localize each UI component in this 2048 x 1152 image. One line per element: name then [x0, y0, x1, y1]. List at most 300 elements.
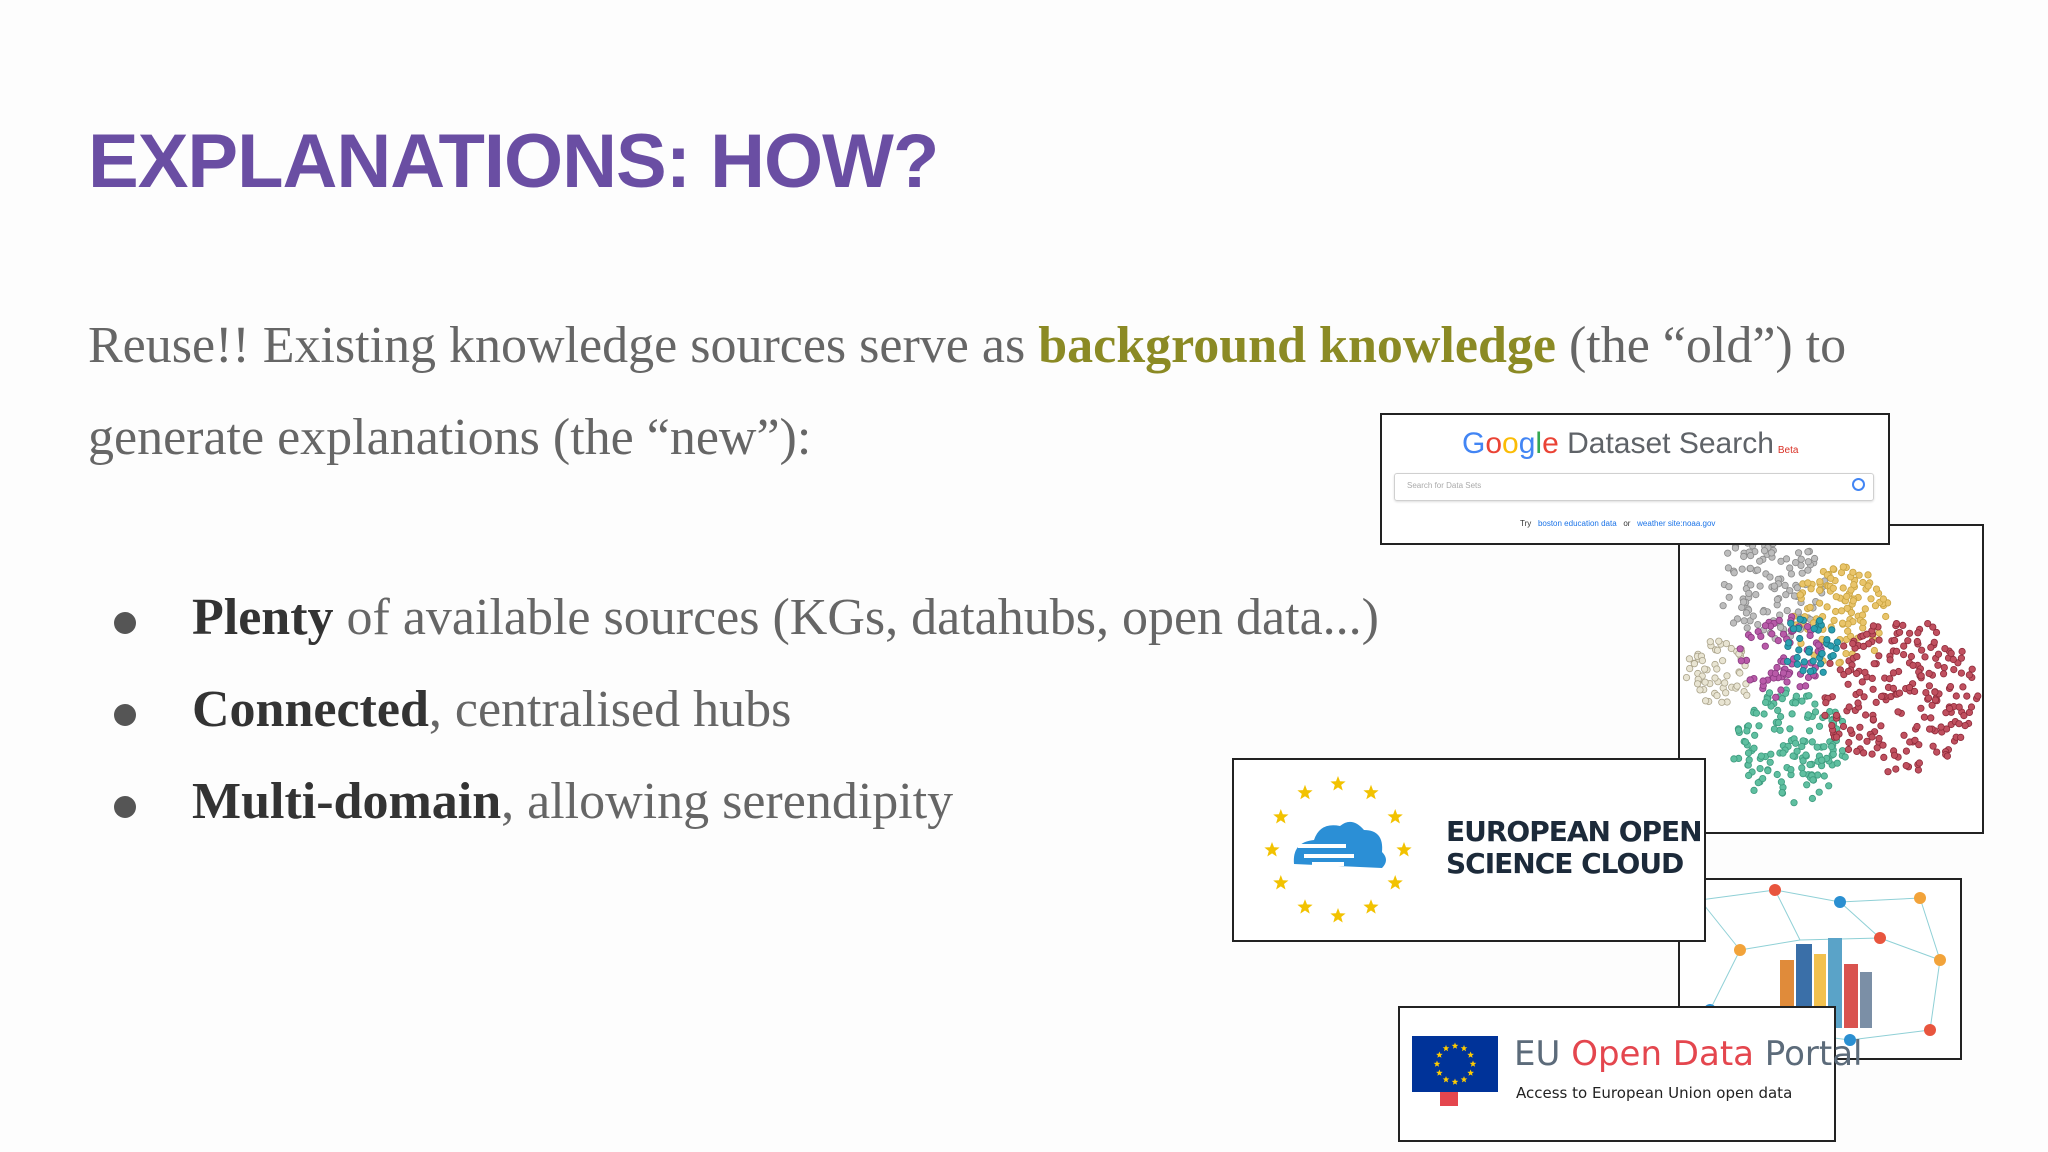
graph-node: [1771, 726, 1777, 732]
graph-node: [1687, 665, 1693, 671]
graph-node: [1838, 608, 1844, 614]
graph-node: [1925, 620, 1931, 626]
speech-bubble-tail: [1440, 1092, 1458, 1106]
graph-node: [1829, 722, 1835, 728]
star-icon: [1273, 809, 1288, 824]
bullet-bold: Multi-domain: [192, 773, 502, 830]
graph-node: [1853, 670, 1859, 676]
graph-node: [1947, 683, 1953, 689]
graph-node: [1878, 723, 1884, 729]
graph-node: [1800, 771, 1806, 777]
graph-node: [1821, 773, 1827, 779]
graph-node: [1804, 782, 1810, 788]
graph-node: [1820, 669, 1826, 675]
graph-node: [1809, 739, 1815, 745]
graph-node: [1801, 659, 1807, 665]
graph-node: [1824, 604, 1830, 610]
star-icon: [1434, 1061, 1441, 1067]
graph-node: [1800, 667, 1806, 673]
graph-node: [1958, 655, 1964, 661]
eu-stars-cloud-icon: [1234, 760, 1434, 940]
graph-node: [1754, 567, 1760, 573]
graph-node: [1938, 724, 1944, 730]
graph-node: [1833, 712, 1839, 718]
graph-node: [1918, 647, 1924, 653]
graph-node: [1795, 550, 1801, 556]
graph-node: [1821, 744, 1827, 750]
graph-node: [1916, 742, 1922, 748]
graph-node: [1756, 723, 1762, 729]
graph-node: [1744, 625, 1750, 631]
star-icon: [1443, 1045, 1450, 1051]
graph-node: [1786, 640, 1792, 646]
graph-node: [1787, 565, 1793, 571]
graph-node: [1807, 604, 1813, 610]
graph-node: [1723, 640, 1729, 646]
graph-node: [1845, 746, 1851, 752]
graph-node: [1830, 566, 1836, 572]
graph-node: [1714, 692, 1720, 698]
graph-node: [1817, 618, 1823, 624]
graph-node: [1739, 566, 1745, 572]
graph-node: [1959, 648, 1965, 654]
graph-node: [1774, 771, 1780, 777]
graph-node: [1873, 699, 1879, 705]
graph-node: [1757, 765, 1763, 771]
graph-node: [1931, 639, 1937, 645]
star-icon: [1297, 899, 1312, 913]
graph-node: [1816, 723, 1822, 729]
graph-node: [1827, 660, 1833, 666]
graph-node: [1871, 661, 1877, 667]
graph-node: [1906, 684, 1912, 690]
graph-node: [1819, 757, 1825, 763]
graph-node: [1719, 658, 1725, 664]
search-suggestions: Try boston education data or weather site:noaa.gov: [1520, 519, 1716, 528]
graph-node: [1856, 689, 1862, 695]
graph-node: [1731, 570, 1737, 576]
graph-node: [1751, 745, 1757, 751]
graph-node: [1860, 619, 1866, 625]
graph-node: [1750, 613, 1756, 619]
graph-node: [1871, 647, 1877, 653]
graph-node: [1747, 552, 1753, 558]
graph-node: [1890, 685, 1896, 691]
graph-node: [1850, 569, 1856, 575]
graph-node: [1966, 672, 1972, 678]
graph-node: [1716, 638, 1722, 644]
graph-node: [1784, 658, 1790, 664]
eu-flag-icon: [1412, 1036, 1498, 1092]
graph-node: [1958, 734, 1964, 740]
bullet-dot-icon: [114, 796, 136, 818]
graph-node: [1797, 635, 1803, 641]
graph-node: [1830, 652, 1836, 658]
graph-node: [1792, 700, 1798, 706]
graph-node: [1814, 744, 1820, 750]
graph-node: [1769, 631, 1775, 637]
graph-node: [1794, 654, 1800, 660]
graph-node: [1905, 638, 1911, 644]
graph-node: [1855, 700, 1861, 706]
graph-node: [1744, 692, 1750, 698]
bullet-list: [110, 572, 1379, 848]
graph-node: [1726, 584, 1732, 590]
slide-title: EXPLANATIONS: HOW?: [88, 119, 939, 204]
graph-node: [1740, 599, 1746, 605]
eu-open-data-portal-image: [1398, 1006, 1863, 1142]
graph-node: [1780, 750, 1786, 756]
graph-node: [1900, 651, 1906, 657]
graph-node: [1903, 748, 1909, 754]
graph-node: [1942, 645, 1948, 651]
graph-node: [1833, 594, 1839, 600]
intro-text-before: Reuse!! Existing knowledge sources serve as: [88, 317, 1039, 374]
graph-node: [1822, 712, 1828, 718]
bullet-text: , allowing serendipity: [501, 773, 954, 830]
knowledge-graph-image: [1678, 524, 1984, 834]
graph-node: [1840, 564, 1846, 570]
graph-node: [1840, 723, 1846, 729]
graph-node: [1776, 617, 1782, 623]
graph-node: [1896, 690, 1902, 696]
graph-node: [1845, 668, 1851, 674]
graph-node: [1823, 700, 1829, 706]
graph-node: [1893, 648, 1899, 654]
graph-node: [1788, 766, 1794, 772]
graph-node: [1780, 670, 1786, 676]
graph-node: [1816, 600, 1822, 606]
graph-node: [1839, 748, 1845, 754]
graph-node: [1956, 721, 1962, 727]
graph-node: [1935, 651, 1941, 657]
graph-node: [1815, 642, 1821, 648]
graph-node: [1767, 759, 1773, 765]
graph-node: [1762, 623, 1768, 629]
graph-node: [1946, 705, 1952, 711]
star-icon: [1470, 1061, 1477, 1067]
graph-node: [1962, 722, 1968, 728]
graph-node: [1850, 598, 1856, 604]
graph-node: [1900, 622, 1906, 628]
bullet-text: , centralised hubs: [428, 681, 792, 738]
graph-node: [1893, 620, 1899, 626]
star-icon: [1330, 908, 1345, 923]
graph-node: [1774, 664, 1780, 670]
graph-node: [1757, 583, 1763, 589]
graph-node: [1747, 677, 1753, 683]
portal-subtitle: Access to European Union open data: [1516, 1084, 1793, 1102]
graph-node: [1958, 670, 1964, 676]
graph-node: [1773, 694, 1779, 700]
graph-node: [1828, 643, 1834, 649]
graph-node: [1793, 693, 1799, 699]
star-icon: [1452, 1043, 1459, 1049]
graph-node: [1719, 699, 1725, 705]
graph-node: [1778, 687, 1784, 693]
graph-node: [1701, 666, 1707, 672]
search-placeholder: Search for Data Sets: [1407, 481, 1482, 490]
graph-node: [1872, 603, 1878, 609]
graph-node: [1829, 627, 1835, 633]
graph-node: [1746, 590, 1752, 596]
graph-node: [1950, 656, 1956, 662]
graph-node: [1854, 653, 1860, 659]
graph-node: [1857, 724, 1863, 730]
graph-node: [1775, 707, 1781, 713]
graph-node: [1873, 586, 1879, 592]
graph-node: [1783, 592, 1789, 598]
graph-node: [1921, 714, 1927, 720]
graph-node: [1878, 693, 1884, 699]
graph-node: [1941, 664, 1947, 670]
graph-node: [1746, 757, 1752, 763]
graph-node: [1757, 558, 1763, 564]
graph-node: [1842, 754, 1848, 760]
graph-node: [1862, 669, 1868, 675]
graph-node: [1714, 647, 1720, 653]
graph-node: [1761, 548, 1767, 554]
graph-node: [1876, 735, 1882, 741]
bullet-item: [110, 572, 1379, 664]
star-icon: [1461, 1076, 1468, 1082]
graph-node: [1830, 751, 1836, 757]
eosc-wordmark: EUROPEAN OPEN SCIENCE CLOUD: [1446, 815, 1702, 880]
graph-node: [1953, 693, 1959, 699]
graph-node: [1828, 743, 1834, 749]
graph-node: [1782, 582, 1788, 588]
graph-node: [1707, 639, 1713, 645]
suggestion-link: boston education data: [1537, 519, 1617, 528]
graph-node: [1694, 681, 1700, 687]
star-icon: [1297, 785, 1312, 800]
graph-node: [1737, 646, 1743, 652]
graph-node: [1807, 761, 1813, 767]
graph-node: [1926, 670, 1932, 676]
graph-node: [1760, 775, 1766, 781]
graph-node: [1876, 630, 1882, 636]
graph-node: [1885, 769, 1891, 775]
graph-node: [1794, 585, 1800, 591]
graph-node: [1777, 713, 1783, 719]
graph-node: [1832, 608, 1838, 614]
graph-node: [1691, 661, 1697, 667]
graph-node: [1735, 727, 1741, 733]
google-dataset-search-logo: Google Dataset Search Beta: [1462, 427, 1799, 460]
star-icon: [1273, 875, 1288, 890]
graph-node: [1803, 752, 1809, 758]
graph-node: [1891, 637, 1897, 643]
graph-node: [1910, 662, 1916, 668]
graph-node: [1753, 710, 1759, 716]
beta-badge: Beta: [1777, 445, 1799, 456]
star-icon: [1330, 776, 1345, 791]
graph-node: [1845, 628, 1851, 634]
graph-node: [1792, 740, 1798, 746]
graph-node: [1860, 750, 1866, 756]
graph-node: [1869, 751, 1875, 757]
graph-node: [1799, 570, 1805, 576]
graph-node: [1724, 673, 1730, 679]
star-icon: [1264, 842, 1279, 857]
graph-node: [1880, 742, 1886, 748]
graph-node: [1812, 701, 1818, 707]
graph-node: [1725, 550, 1731, 556]
graph-node: [1799, 765, 1805, 771]
graph-node: [1915, 630, 1921, 636]
graph-node: [1774, 596, 1780, 602]
graph-node: [1810, 658, 1816, 664]
star-icon: [1363, 785, 1378, 800]
graph-node: [1699, 657, 1705, 663]
graph-node: [1738, 658, 1744, 664]
graph-node: [1755, 621, 1761, 627]
graph-node: [1762, 699, 1768, 705]
graph-node: [1968, 704, 1974, 710]
graph-node: [1790, 626, 1796, 632]
graph-node: [1807, 632, 1813, 638]
graph-node: [1804, 623, 1810, 629]
graph-node: [1810, 777, 1816, 783]
graph-node: [1791, 593, 1797, 599]
graph-node: [1846, 704, 1852, 710]
graph-node: [1779, 789, 1785, 795]
graph-node: [1901, 732, 1907, 738]
graph-node: [1817, 579, 1823, 585]
graph-node: [1798, 556, 1804, 562]
bullet-dot-icon: [114, 612, 136, 634]
graph-node: [1876, 637, 1882, 643]
graph-node: [1797, 592, 1803, 598]
graph-node: [1772, 670, 1778, 676]
graph-node: [1834, 639, 1840, 645]
graph-node: [1747, 565, 1753, 571]
graph-node: [1787, 726, 1793, 732]
eosc-logo-image: [1232, 758, 1706, 942]
graph-node: [1890, 670, 1896, 676]
graph-node: [1840, 585, 1846, 591]
bullet-text: of available sources (KGs, datahubs, open data...): [333, 589, 1379, 646]
graph-node: [1906, 630, 1912, 636]
graph-node: [1799, 743, 1805, 749]
graph-node: [1914, 638, 1920, 644]
graph-node: [1732, 545, 1738, 551]
star-icon: [1467, 1070, 1474, 1076]
bullet-bold: Plenty: [192, 589, 334, 646]
network-graph-illustration: [1680, 526, 1982, 832]
star-icon: [1467, 1052, 1474, 1058]
graph-node: [1730, 620, 1736, 626]
graph-node: [1762, 643, 1768, 649]
graph-node: [1726, 594, 1732, 600]
graph-node: [1784, 679, 1790, 685]
graph-node: [1961, 712, 1967, 718]
graph-node: [1914, 723, 1920, 729]
graph-node: [1702, 679, 1708, 685]
graph-node: [1767, 574, 1773, 580]
graph-node: [1868, 596, 1874, 602]
graph-node: [1789, 711, 1795, 717]
graph-node: [1720, 603, 1726, 609]
graph-node: [1870, 716, 1876, 722]
star-icon: [1396, 842, 1411, 857]
graph-node: [1869, 675, 1875, 681]
portal-name: EU Open Data Portal: [1514, 1034, 1863, 1074]
search-icon: [1852, 478, 1865, 491]
graph-node: [1975, 693, 1981, 699]
graph-node: [1805, 580, 1811, 586]
graph-node: [1741, 618, 1747, 624]
graph-node: [1860, 643, 1866, 649]
graph-node: [1714, 666, 1720, 672]
graph-node: [1903, 762, 1909, 768]
graph-node: [1805, 549, 1811, 555]
intro-highlight: background knowledge: [1038, 317, 1556, 374]
graph-node: [1775, 720, 1781, 726]
graph-node: [1808, 586, 1814, 592]
graph-node: [1926, 726, 1932, 732]
graph-node: [1926, 683, 1932, 689]
google-dataset-search-image: [1380, 413, 1890, 545]
graph-node: [1845, 681, 1851, 687]
graph-node: [1960, 684, 1966, 690]
graph-node: [1741, 553, 1747, 559]
graph-node: [1956, 704, 1962, 710]
graph-node: [1777, 727, 1783, 733]
graph-node: [1768, 550, 1774, 556]
graph-node: [1830, 585, 1836, 591]
graph-node: [1891, 752, 1897, 758]
graph-node: [1748, 634, 1754, 640]
graph-node: [1799, 698, 1805, 704]
graph-node: [1806, 693, 1812, 699]
star-icon: [1436, 1052, 1443, 1058]
graph-node: [1870, 686, 1876, 692]
graph-node: [1760, 609, 1766, 615]
graph-node: [1731, 756, 1737, 762]
graph-node: [1766, 690, 1772, 696]
graph-node: [1839, 620, 1845, 626]
graph-node: [1805, 559, 1811, 565]
graph-node: [1806, 728, 1812, 734]
graph-node: [1812, 709, 1818, 715]
graph-node: [1723, 690, 1729, 696]
graph-node: [1916, 760, 1922, 766]
graph-node: [1851, 582, 1857, 588]
graph-node: [1737, 670, 1743, 676]
graph-node: [1944, 753, 1950, 759]
bullet-item: [110, 756, 1379, 848]
graph-node: [1854, 748, 1860, 754]
graph-node: [1788, 571, 1794, 577]
graph-node: [1935, 662, 1941, 668]
star-icon: [1443, 1076, 1450, 1082]
graph-node: [1895, 709, 1901, 715]
star-icon: [1461, 1045, 1468, 1051]
graph-node: [1862, 712, 1868, 718]
graph-node: [1824, 636, 1830, 642]
graph-node: [1951, 666, 1957, 672]
star-icon: [1388, 809, 1403, 824]
graph-node: [1775, 637, 1781, 643]
graph-node: [1831, 617, 1837, 623]
graph-node: [1811, 555, 1817, 561]
graph-node: [1862, 606, 1868, 612]
suggestion-link: weather site:noaa.gov: [1637, 519, 1716, 528]
graph-node: [1859, 679, 1865, 685]
graph-node: [1816, 789, 1822, 795]
graph-node: [1836, 660, 1842, 666]
